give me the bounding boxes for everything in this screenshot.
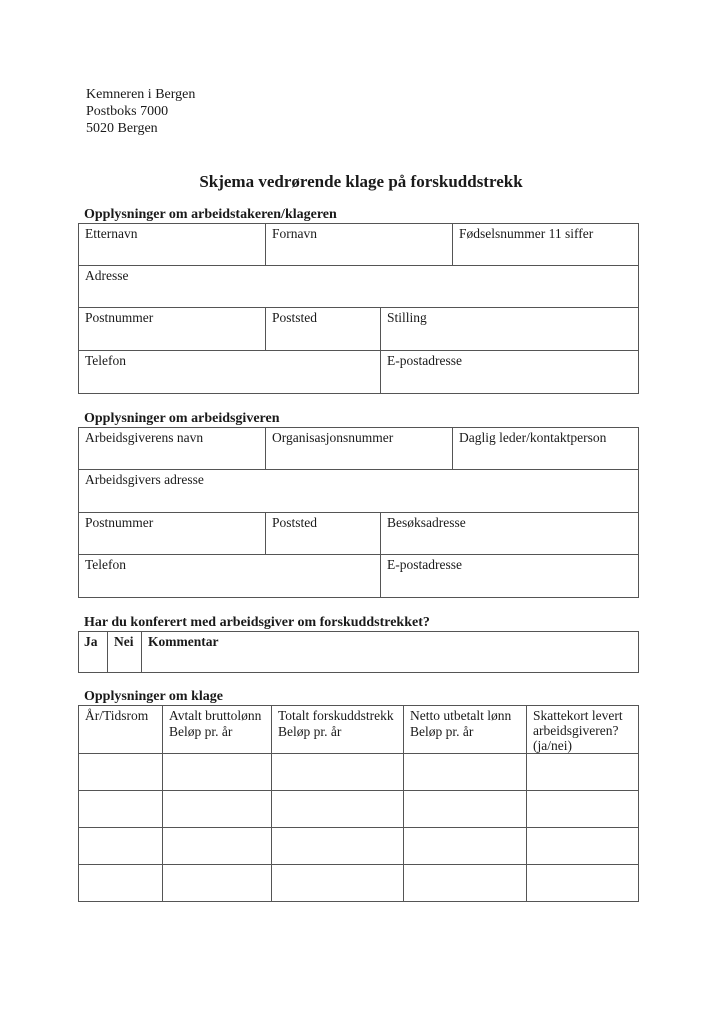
field-label: Adresse	[85, 268, 129, 283]
table-frame	[78, 705, 639, 902]
header-line: Totalt forskuddstrekk	[278, 708, 394, 723]
header-line: Beløp pr. år	[169, 724, 233, 739]
field-label: Arbeidsgiverens navn	[85, 430, 204, 445]
field-label: Fødselsnummer 11 siffer	[459, 226, 594, 241]
field-label: Telefon	[85, 557, 127, 572]
field-label: Poststed	[272, 515, 318, 530]
recipient-line: Kemneren i Bergen	[86, 87, 196, 102]
complaint-table	[78, 705, 639, 902]
section-heading-employee: Opplysninger om arbeidstakeren/klageren	[84, 207, 337, 222]
page-title: Skjema vedrørende klage på forskuddstrekk	[199, 172, 523, 191]
field-label: Arbeidsgivers adresse	[85, 472, 204, 487]
field-label: Stilling	[387, 310, 427, 325]
header-line: Avtalt bruttolønn	[169, 708, 262, 723]
recipient-line: Postboks 7000	[86, 104, 169, 119]
header-line: (ja/nei)	[533, 738, 572, 753]
header-line: Skattekort levert	[533, 708, 623, 723]
field-label: Etternavn	[85, 226, 138, 241]
field-label: Fornavn	[272, 226, 317, 241]
table-frame	[78, 427, 639, 598]
field-label: E-postadresse	[387, 353, 462, 368]
header-line: Netto utbetalt lønn	[410, 708, 512, 723]
recipient-line: 5020 Bergen	[86, 121, 158, 136]
field-label: E-postadresse	[387, 557, 462, 572]
conferred-table	[78, 631, 639, 673]
recipient-address	[86, 86, 195, 137]
employee-table	[78, 223, 639, 394]
table-frame	[78, 631, 639, 673]
table-frame	[78, 223, 639, 394]
header-line: År/Tidsrom	[85, 708, 149, 723]
field-label: Nei	[114, 634, 134, 649]
section-heading-employer: Opplysninger om arbeidsgiveren	[84, 411, 280, 426]
employer-table	[78, 427, 639, 598]
header-line: Beløp pr. år	[410, 724, 474, 739]
field-label: Kommentar	[148, 634, 219, 649]
field-label: Postnummer	[85, 515, 154, 530]
field-label: Organisasjonsnummer	[272, 430, 394, 445]
field-label: Telefon	[85, 353, 127, 368]
field-label: Besøksadresse	[387, 515, 466, 530]
section-heading-complaint: Opplysninger om klage	[84, 689, 223, 704]
field-label: Postnummer	[85, 310, 154, 325]
field-label: Daglig leder/kontaktperson	[459, 430, 607, 445]
section-heading-conferred: Har du konferert med arbeidsgiver om forskuddstrekket?	[84, 615, 430, 630]
header-line: Beløp pr. år	[278, 724, 342, 739]
field-label: Poststed	[272, 310, 318, 325]
header-line: arbeidsgiveren?	[533, 723, 619, 738]
field-label: Ja	[84, 634, 98, 649]
